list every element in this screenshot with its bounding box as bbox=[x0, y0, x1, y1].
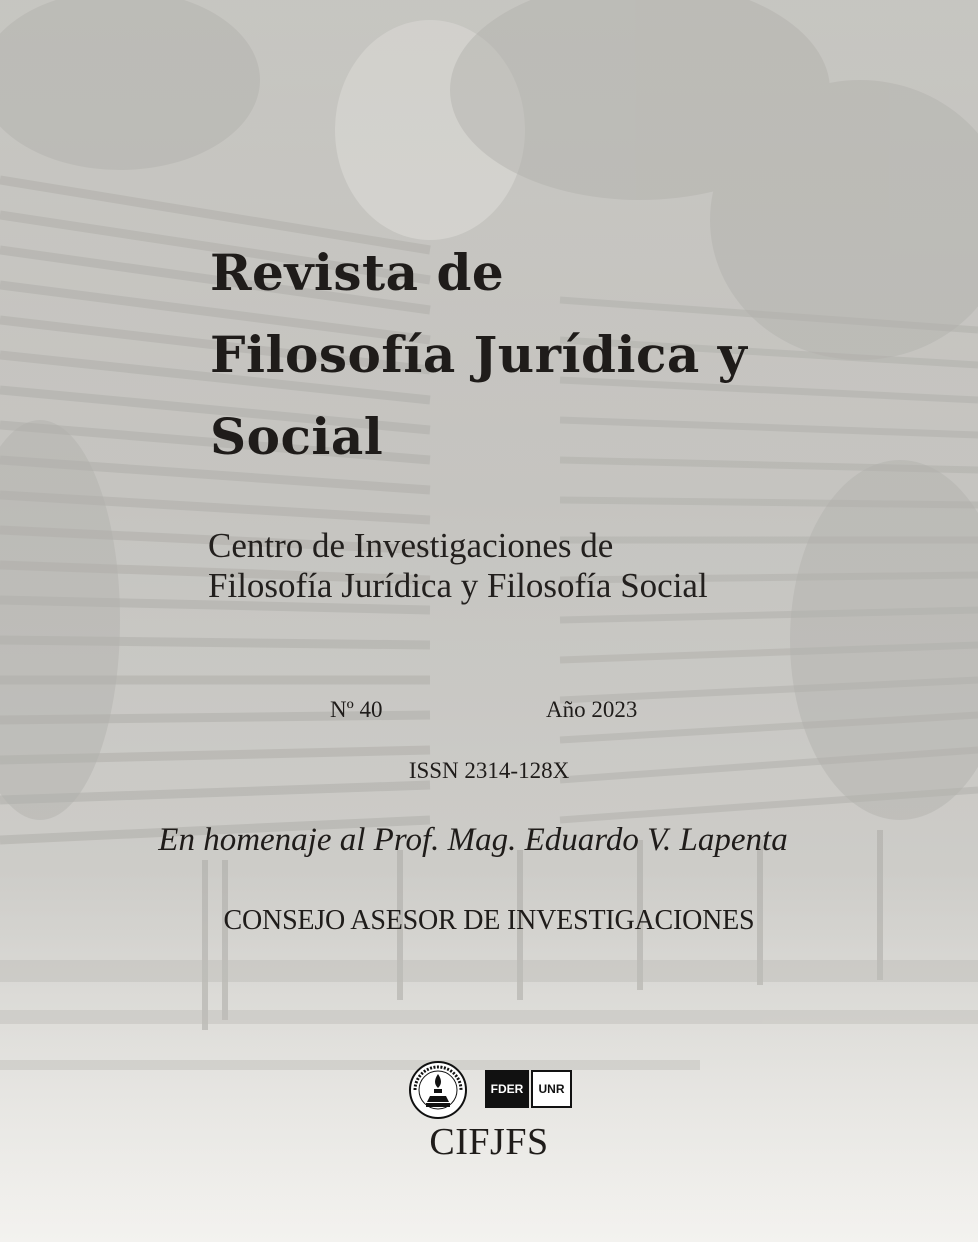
institution-logos bbox=[408, 1060, 568, 1120]
issue-year: Año 2023 bbox=[546, 697, 638, 722]
unr-logo: UNR bbox=[531, 1070, 572, 1108]
research-center-line: Centro de Investigaciones de bbox=[208, 526, 614, 565]
center-acronym: CIFJFS bbox=[429, 1121, 549, 1163]
tribute-dedication: En homenaje al Prof. Mag. Eduardo V. Lapenta bbox=[158, 822, 788, 858]
research-center-name bbox=[208, 526, 708, 606]
issn: ISSN 2314-128X bbox=[408, 758, 570, 783]
fder-logo: FDER bbox=[485, 1070, 529, 1108]
council-name: CONSEJO ASESOR DE INVESTIGACIONES bbox=[223, 905, 755, 936]
journal-title-line: Social bbox=[210, 407, 384, 466]
journal-title-line: Filosofía Jurídica y bbox=[210, 325, 748, 384]
journal-title-line: Revista de bbox=[210, 243, 505, 302]
journal-title bbox=[210, 232, 747, 478]
university-seal-icon bbox=[408, 1060, 468, 1120]
issue-number: Nº 40 bbox=[330, 697, 383, 722]
research-center-line: Filosofía Jurídica y Filosofía Social bbox=[208, 566, 708, 605]
